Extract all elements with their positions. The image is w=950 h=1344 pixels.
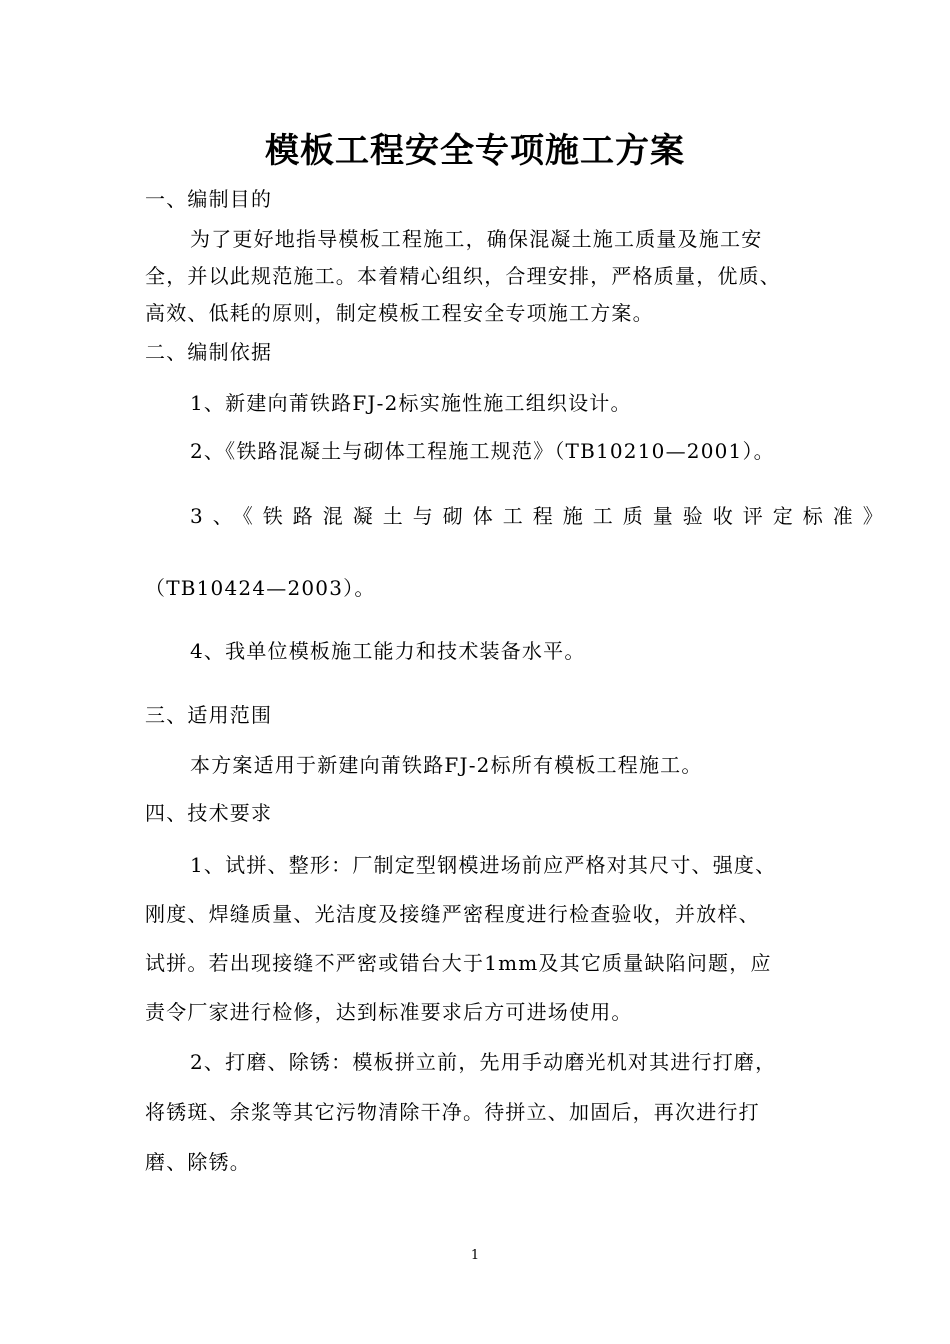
section-heading-purpose: 一、编制目的 [145, 187, 273, 211]
paragraph-line: 磨、除锈。 [145, 1150, 251, 1174]
list-item: 3、《铁路混凝土与砌体工程施工质量验收评定标准》 [190, 504, 893, 528]
paragraph-line: 责令厂家进行检修，达到标准要求后方可进场使用。 [145, 1000, 633, 1024]
paragraph-line: 高效、低耗的原则，制定模板工程安全专项施工方案。 [145, 301, 654, 325]
paragraph-line: 本方案适用于新建向莆铁路FJ-2标所有模板工程施工。 [190, 753, 703, 777]
document-title: 模板工程安全专项施工方案 [265, 131, 685, 171]
paragraph-line: 全，并以此规范施工。本着精心组织，合理安排，严格质量，优质、 [145, 264, 781, 288]
page-number: 1 [470, 1248, 480, 1263]
list-item: 1、新建向莆铁路FJ-2标实施性施工组织设计。 [190, 391, 632, 415]
section-heading-requirements: 四、技术要求 [145, 801, 273, 825]
paragraph-line: 试拼。若出现接缝不严密或错台大于1mm及其它质量缺陷问题，应 [145, 951, 772, 975]
list-item-continuation: （TB10424—2003）。 [145, 576, 376, 600]
list-item: 2、《铁路混凝土与砌体工程施工规范》（TB10210—2001）。 [190, 439, 775, 463]
paragraph-line: 1、试拼、整形：厂制定型钢模进场前应严格对其尺寸、强度、 [190, 853, 777, 877]
section-heading-basis: 二、编制依据 [145, 340, 273, 364]
paragraph-line: 将锈斑、余浆等其它污物清除干净。待拼立、加固后，再次进行打 [145, 1100, 760, 1124]
paragraph-line: 为了更好地指导模板工程施工，确保混凝土施工质量及施工安 [190, 227, 763, 251]
paragraph-line: 刚度、焊缝质量、光洁度及接缝严密程度进行检查验收，并放样、 [145, 902, 760, 926]
section-heading-scope: 三、适用范围 [145, 703, 273, 727]
list-item: 4、我单位模板施工能力和技术装备水平。 [190, 639, 586, 663]
paragraph-line: 2、打磨、除锈：模板拼立前，先用手动磨光机对其进行打磨， [190, 1050, 777, 1074]
